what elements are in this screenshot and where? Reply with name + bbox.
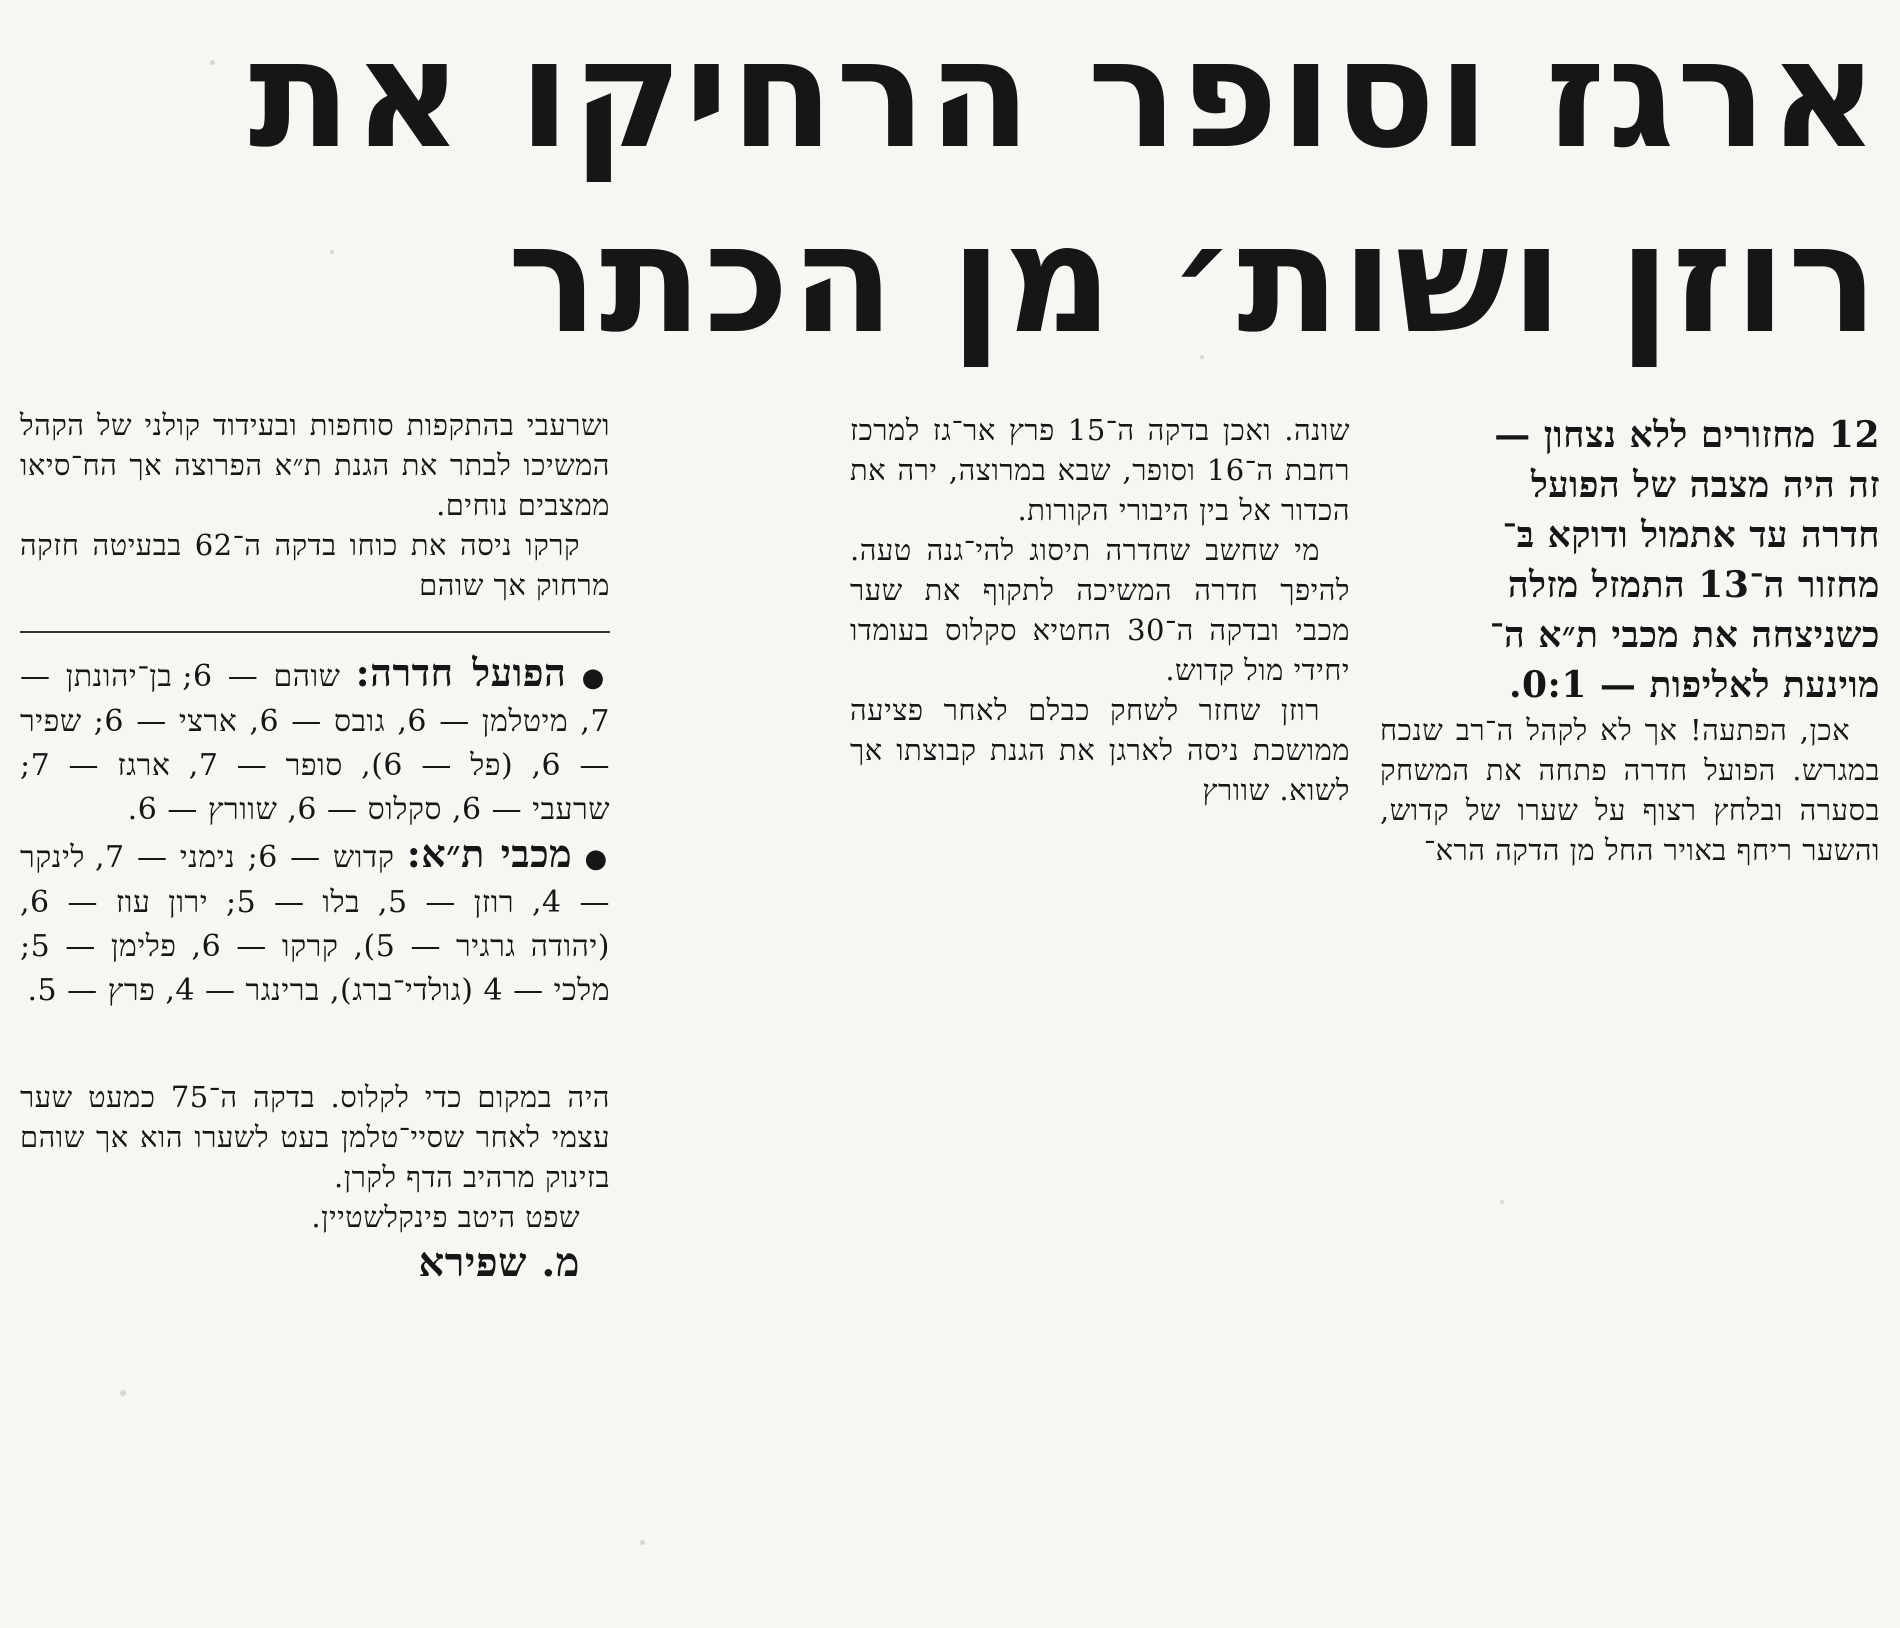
lead-line: מחזור ה־13 התמזל מזלה — [1507, 564, 1880, 606]
article-paragraph: קרקו ניסה את כוחו בדקה ה־62 בבעיטה חזקה מרחוק אך שוהם — [20, 528, 610, 602]
column-right — [1380, 410, 1880, 870]
print-speck — [1200, 355, 1204, 359]
column-middle — [850, 410, 1350, 810]
print-speck — [640, 1540, 645, 1545]
article-paragraph: היה במקום כדי לקלוס. בדקה ה־75 כמעט שער עצמי לאחר שסיי־טלמן בעט לשערו הוא אך שוהם בזינוק מרהיב הדף לקרן. — [20, 1080, 610, 1194]
print-speck — [120, 1390, 126, 1396]
spacer — [20, 1013, 610, 1077]
bullet-icon: ● — [584, 844, 610, 874]
lineup-hapoel — [20, 651, 610, 832]
lead-line: זה היה מצבה של הפועל — [1530, 464, 1880, 506]
article-paragraph: אכן, הפתעה! אך לא לקהל ה־רב שנכח במגרש. הפועל חדרה פתחה את המשחק בסערה ובלחץ רצוף על שערו של קדוש, והשער ריחף באויר החל מן הדקה הרא־ — [1380, 713, 1880, 867]
article-paragraph: שפט היטב פינקלשטיין. — [311, 1200, 580, 1234]
article-paragraph: מי שחשב שחדרה תיסוג להי־גנה טעה. להיפך חדרה המשיכה לתקוף את שער מכבי ובדקה ה־30 החטיא סקלוס בעומדו יחידי מול קדוש. — [850, 533, 1350, 687]
team-name: הפועל חדרה: — [355, 650, 567, 695]
lead-line: מוינעת לאליפות — 0:1. — [1508, 664, 1880, 706]
lead-line: חדרה עד אתמול ודוקא בּ־ — [1502, 514, 1880, 556]
article-paragraph: ושרעבי בהתקפות סוחפות ובעידוד קולני של הקהל המשיכו לבתר את הגנת ת״א הפרוצה אך הח־סיאו ממצבים נוחים. — [20, 408, 610, 522]
team-players: שוהם — 6; בן־יהונתן — 7, מיטלמן — 6, גובס — 6, ארצי — 6; שפיר — 6, (פל — 6), סופר — 7, ארגז — 7; שרעבי — 6, סקלוס — 6, שוורץ — 6. — [20, 659, 610, 827]
team-players: קדוש — 6; נימני — 7, לינקר — 4, רוזן — 5, בלו — 5; ירון עוז — 6, (יהודה גרגיר — 5), קרקו — 6, פלימן — 5; מלכי — 4 (גולדי־ברג), ברינגר — 4, פרץ — 5. — [20, 840, 610, 1008]
team-name: מכבי ת״א: — [406, 831, 573, 876]
section-divider — [20, 631, 610, 633]
bullet-icon: ● — [581, 663, 610, 693]
lead-line: כשניצחה את מכבי ת״א ה־ — [1489, 614, 1880, 656]
print-speck — [210, 60, 215, 65]
lead-line: 12 מחזורים ללא נצחון — — [1494, 414, 1880, 456]
headline-line-2: רוזן ושות׳ מן הכתר — [507, 193, 1880, 367]
author-signature: מ. שפירא — [418, 1239, 580, 1286]
article-paragraph: רוזן שחזר לשחק כבלם לאחר פציעה ממושכת ניסה לארגן את הגנת קבוצתו אך לשוא. שוורץ — [850, 693, 1350, 807]
lineup-maccabi — [20, 832, 610, 1013]
headline-line-1: ארגז וסופר הרחיקו את — [248, 8, 1880, 182]
article-paragraph: שונה. ואכן בדקה ה־15 פרץ אר־גז למרכז רחבת ה־16 וסופר, שבא במרוצה, ירה את הכדור אל בין היבורי הקורות. — [850, 413, 1351, 527]
column-left — [20, 405, 610, 1289]
print-speck — [1500, 1200, 1504, 1204]
print-speck — [330, 250, 334, 254]
